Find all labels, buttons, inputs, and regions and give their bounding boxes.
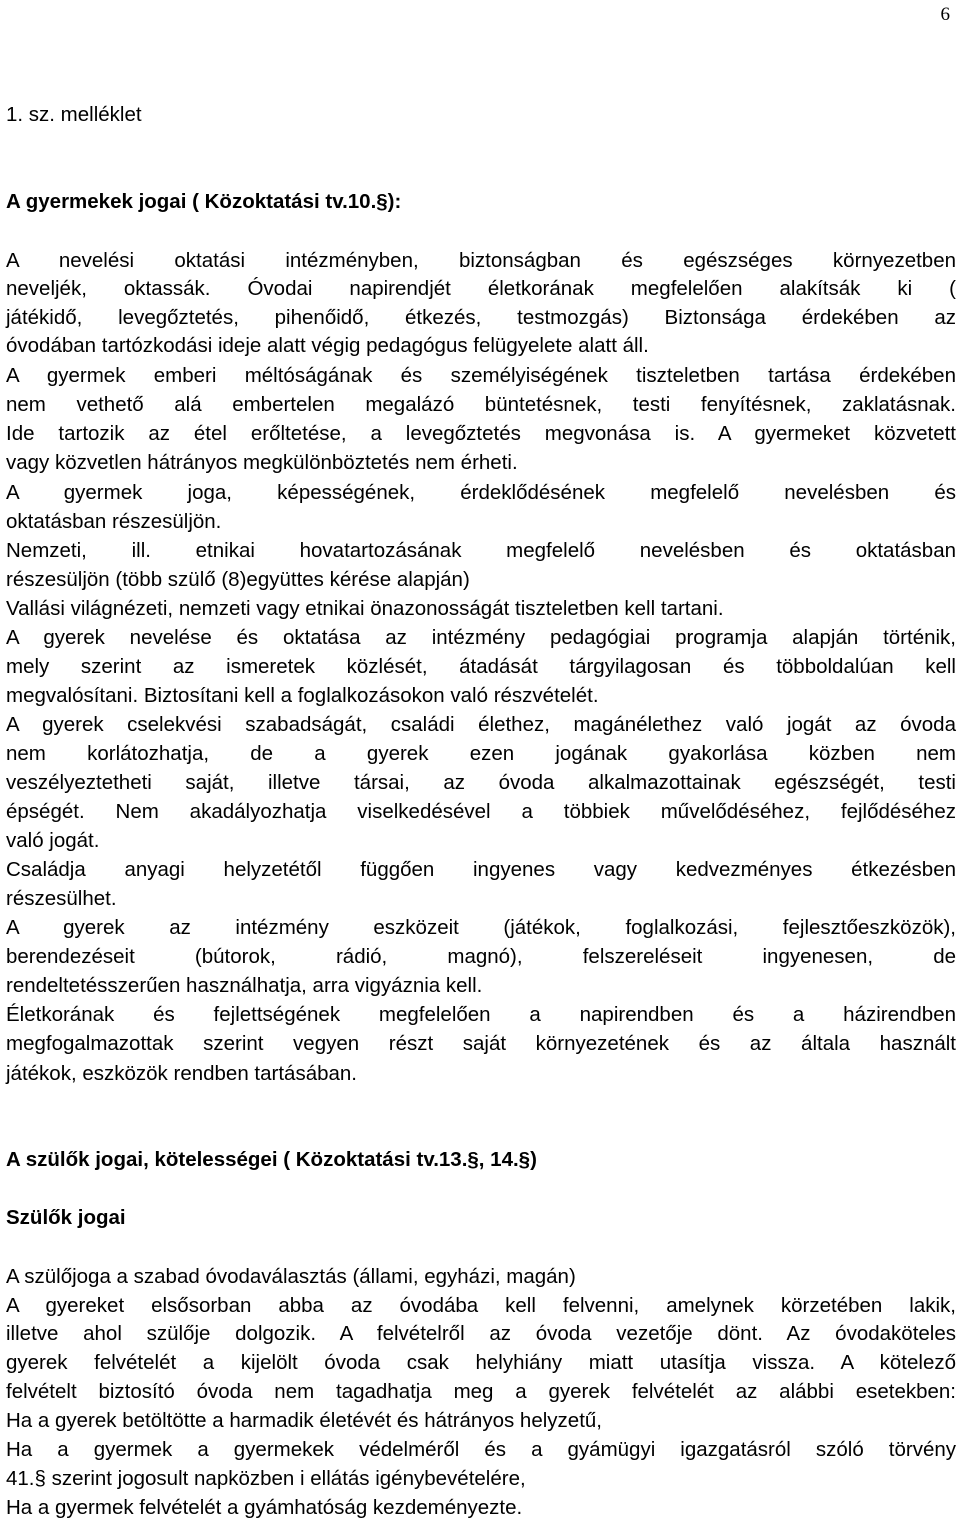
text-line: Nemzeti, ill. etnikai hovatartozásának megfelelő nevelésben és oktatásban	[6, 539, 956, 562]
text-line: részesülhet.	[6, 887, 117, 910]
text-line: vagy közvetlen hátrányos megkülönböztetés nem érheti.	[6, 451, 518, 474]
text-line: veszélyeztetheti saját, illetve társai, az óvoda alkalmazottainak egészségét, testi	[6, 771, 956, 794]
text-line: Ha a gyermek a gyermekek védelméről és a gyámügyi igazgatásról szóló törvény	[6, 1438, 956, 1461]
text-line: játékidő, levegőztetés, pihenőidő, étkezés, testmozgás) Biztonsága érdekében az	[6, 306, 956, 329]
text-line: berendezéseit (bútorok, rádió, magnó), felszereléseit ingyenesen, de	[6, 945, 956, 968]
text-line: A gyereket elsősorban abba az óvodába kell felvenni, amelynek körzetében lakik,	[6, 1294, 956, 1317]
text-line: A gyerek az intézmény eszközeit (játékok, foglalkozási, fejlesztőeszközök),	[6, 916, 956, 939]
text-line: Ide tartozik az étel erőltetése, a levegőztetés megvonása is. A gyermeket közvetett	[6, 422, 956, 445]
text-line: rendeltetésszerűen használhatja, arra vigyáznia kell.	[6, 974, 483, 997]
annex-label: 1. sz. melléklet	[6, 103, 142, 126]
subheading-parents-rights: Szülők jogai	[6, 1206, 126, 1229]
text-line: A szülőjoga a szabad óvodaválasztás (állami, egyházi, magán)	[6, 1265, 576, 1288]
text-line: A gyermek joga, képességének, érdeklődésének megfelelő nevelésben és	[6, 481, 956, 504]
text-line: neveljék, oktassák. Óvodai napirendjét életkorának megfelelően alakítsák ki (	[6, 277, 956, 300]
text-line: megfogalmazottak szerint vegyen részt saját környezetének és az általa használt	[6, 1032, 956, 1055]
text-line: nem korlátozhatja, de a gyerek ezen jogának gyakorlása közben nem	[6, 742, 956, 765]
text-line: 41.§ szerint jogosult napközben i ellátás igénybevételére,	[6, 1467, 526, 1490]
text-line: Ha a gyermek felvételét a gyámhatóság kezdeményezte.	[6, 1496, 523, 1519]
text-line: nem vethető alá embertelen megalázó büntetésnek, testi fenyítésnek, zaklatásnak.	[6, 393, 956, 416]
section-heading-parents-rights: A szülők jogai, kötelességei ( Közoktatási tv.13.§, 14.§)	[6, 1148, 537, 1171]
text-line: A nevelési oktatási intézményben, biztonságban és egészséges környezetben	[6, 249, 956, 272]
text-line: Ha a gyerek betöltötte a harmadik életévét és hátrányos helyzetű,	[6, 1409, 602, 1432]
page-number: 6	[940, 4, 950, 25]
section-heading-children-rights: A gyermekek jogai ( Közoktatási tv.10.§):	[6, 190, 402, 213]
text-line: mely szerint az ismeretek közlését, átadását tárgyilagosan és többoldalúan kell	[6, 655, 956, 678]
text-line: felvételt biztosító óvoda nem tagadhatja meg a gyerek felvételét az alábbi esetekben:	[6, 1380, 956, 1403]
text-line: megvalósítani. Biztosítani kell a foglalkozásokon való részvételét.	[6, 684, 599, 707]
text-line: gyerek felvételét a kijelölt óvoda csak helyhiány miatt utasítja vissza. A kötelező	[6, 1351, 956, 1374]
text-line: Vallási világnézeti, nemzeti vagy etnikai önazonosságát tiszteletben kell tartani.	[6, 597, 724, 620]
text-line: Családja anyagi helyzetétől függően ingyenes vagy kedvezményes étkezésben	[6, 858, 956, 881]
text-line: illetve ahol szülője dolgozik. A felvételről az óvoda vezetője dönt. Az óvodaköteles	[6, 1322, 956, 1345]
text-line: való jogát.	[6, 829, 100, 852]
text-line: A gyerek cselekvési szabadságát, családi élethez, magánélethez való jogát az óvoda	[6, 713, 956, 736]
text-line: óvodában tartózkodási ideje alatt végig pedagógus felügyelete alatt áll.	[6, 334, 649, 357]
text-line: A gyerek nevelése és oktatása az intézmény pedagógiai programja alapján történik,	[6, 626, 956, 649]
text-line: épségét. Nem akadályozhatja viselkedésével a többiek művelődéséhez, fejlődéséhez	[6, 800, 956, 823]
text-line: részesüljön (több szülő (8)együttes kérése alapján)	[6, 568, 470, 591]
text-line: oktatásban részesüljön.	[6, 510, 222, 533]
text-line: A gyermek emberi méltóságának és személyiségének tiszteletben tartása érdekében	[6, 364, 956, 387]
text-line: Életkorának és fejlettségének megfelelően a napirendben és a házirendben	[6, 1003, 956, 1026]
text-line: játékok, eszközök rendben tartásában.	[6, 1062, 357, 1085]
